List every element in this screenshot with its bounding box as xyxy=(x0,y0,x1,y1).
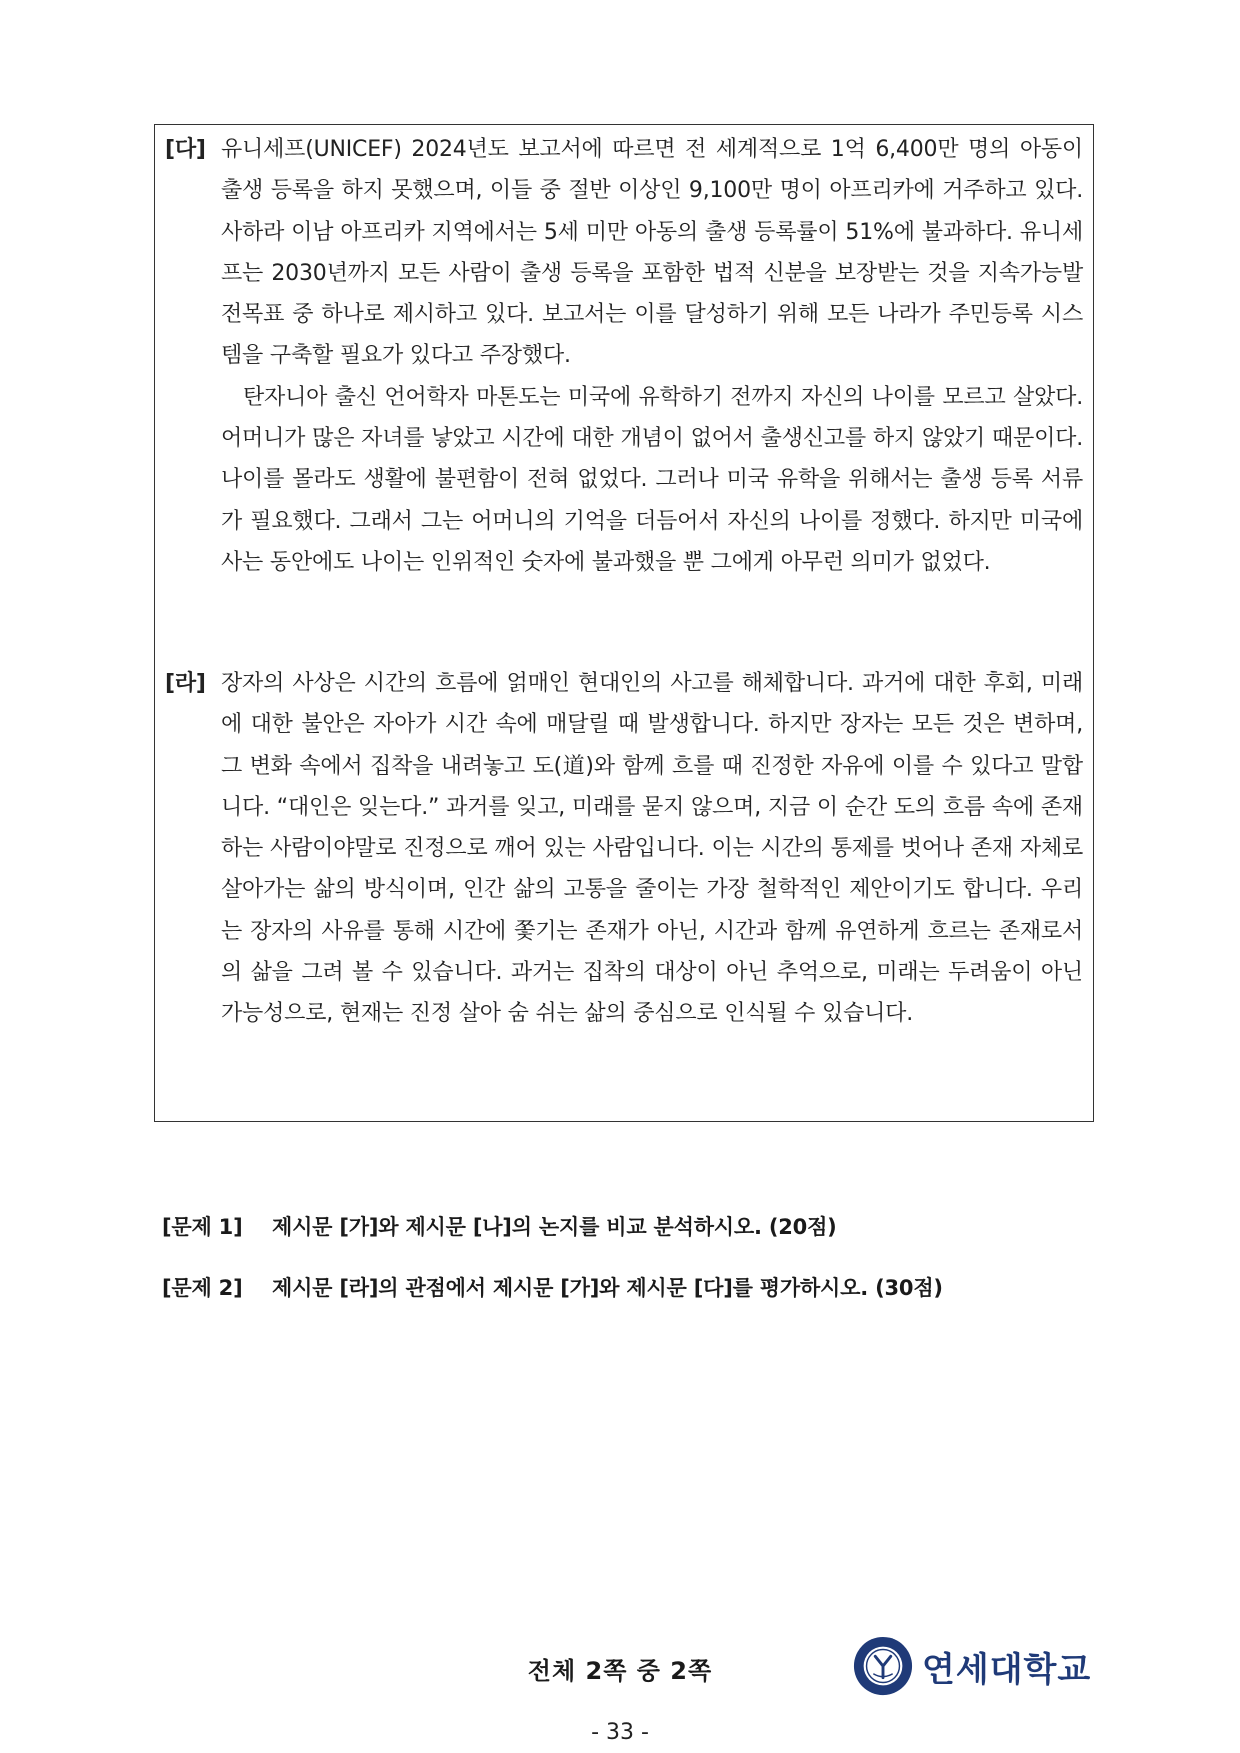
university-logo xyxy=(852,1634,1091,1698)
passage-label: [다] xyxy=(165,137,206,162)
question-label: [문제 1] xyxy=(162,1215,243,1239)
paragraph: 장자의 사상은 시간의 흐름에 얽매인 현대인의 사고를 해체합니다. 과거에 대한 후회, 미래에 대한 불안은 자아가 시간 속에 매달릴 때 발생합니다. 하지만 장자는 모든 것은 변하며, 그 변화 속에서 집착을 내려놓고 도(道)와 함께 흐를 때 진정한 자유에 이를 수 있다고 말합니다. “대인은 잊는다.” 과거를 잊고, 미래를 묻지 않으며, 지금 이 순간 도의 흐름 속에 존재하는 사람이야말로 진정으로 깨어 있는 사람입니다. 이는 시간의 통제를 벗어나 존재 자체로 살아가는 삶의 방식이며, 인간 삶의 고통을 줄이는 가장 철학적인 제안이기도 합니다. 우리는 장자의 사유를 통해 시간에 쫓기는 존재가 아닌, 시간과 함께 유연하게 흐르는 존재로서의 삶을 그려 볼 수 있습니다. 과거는 집착의 대상이 아닌 추억으로, 미래는 두려움이 아닌 가능성으로, 현재는 진정 살아 숨 쉬는 삶의 중심으로 인식될 수 있습니다. xyxy=(221,671,1083,1027)
passage-box xyxy=(154,124,1094,1122)
paragraph: 탄자니아 출신 언어학자 마톤도는 미국에 유학하기 전까지 자신의 나이를 모르고 살았다. 어머니가 많은 자녀를 낳았고 시간에 대한 개념이 없어서 출생신고를 하지 않았기 때문이다. 나이를 몰라도 생활에 불편함이 전혀 없었다. 그러나 미국 유학을 위해서는 출생 등록 서류가 필요했다. 그래서 그는 어머니의 기억을 더듬어서 자신의 나이를 정했다. 하지만 미국에 사는 동안에도 나이는 인위적인 숫자에 불과했을 뿐 그에게 아무런 의미가 없었다. xyxy=(221,384,1083,575)
question-text: 제시문 [라]의 관점에서 제시문 [가]와 제시문 [다]를 평가하시오. (30점) xyxy=(272,1276,943,1300)
question-text: 제시문 [가]와 제시문 [나]의 논지를 비교 분석하시오. (20점) xyxy=(272,1215,837,1239)
university-seal-icon xyxy=(852,1635,914,1697)
question-1 xyxy=(162,1211,837,1241)
passage-label: [라] xyxy=(165,671,206,696)
page-number: - 33 - xyxy=(591,1720,649,1745)
passage-da xyxy=(165,129,1083,583)
page-info: 전체 2쪽 중 2쪽 xyxy=(527,1657,713,1685)
question-2 xyxy=(162,1272,943,1302)
paragraph: 유니세프(UNICEF) 2024년도 보고서에 따르면 전 세계적으로 1억 6,400만 명의 아동이 출생 등록을 하지 못했으며, 이들 중 절반 이상인 9,100만 명이 아프리카에 거주하고 있다. 사하라 이남 아프리카 지역에서는 5세 미만 아동의 출생 등록률이 51%에 불과하다. 유니세프는 2030년까지 모든 사람이 출생 등록을 포함한 법적 신분을 보장받는 것을 지속가능발전목표 중 하나로 제시하고 있다. 보고서는 이를 달성하기 위해 모든 나라가 주민등록 시스템을 구축할 필요가 있다고 주장했다. xyxy=(221,137,1083,369)
question-label: [문제 2] xyxy=(162,1276,243,1300)
university-name: 연세대학교 xyxy=(922,1649,1092,1690)
passage-body xyxy=(221,129,1083,583)
passage-body xyxy=(221,663,1083,1035)
passage-ra xyxy=(165,663,1083,1035)
